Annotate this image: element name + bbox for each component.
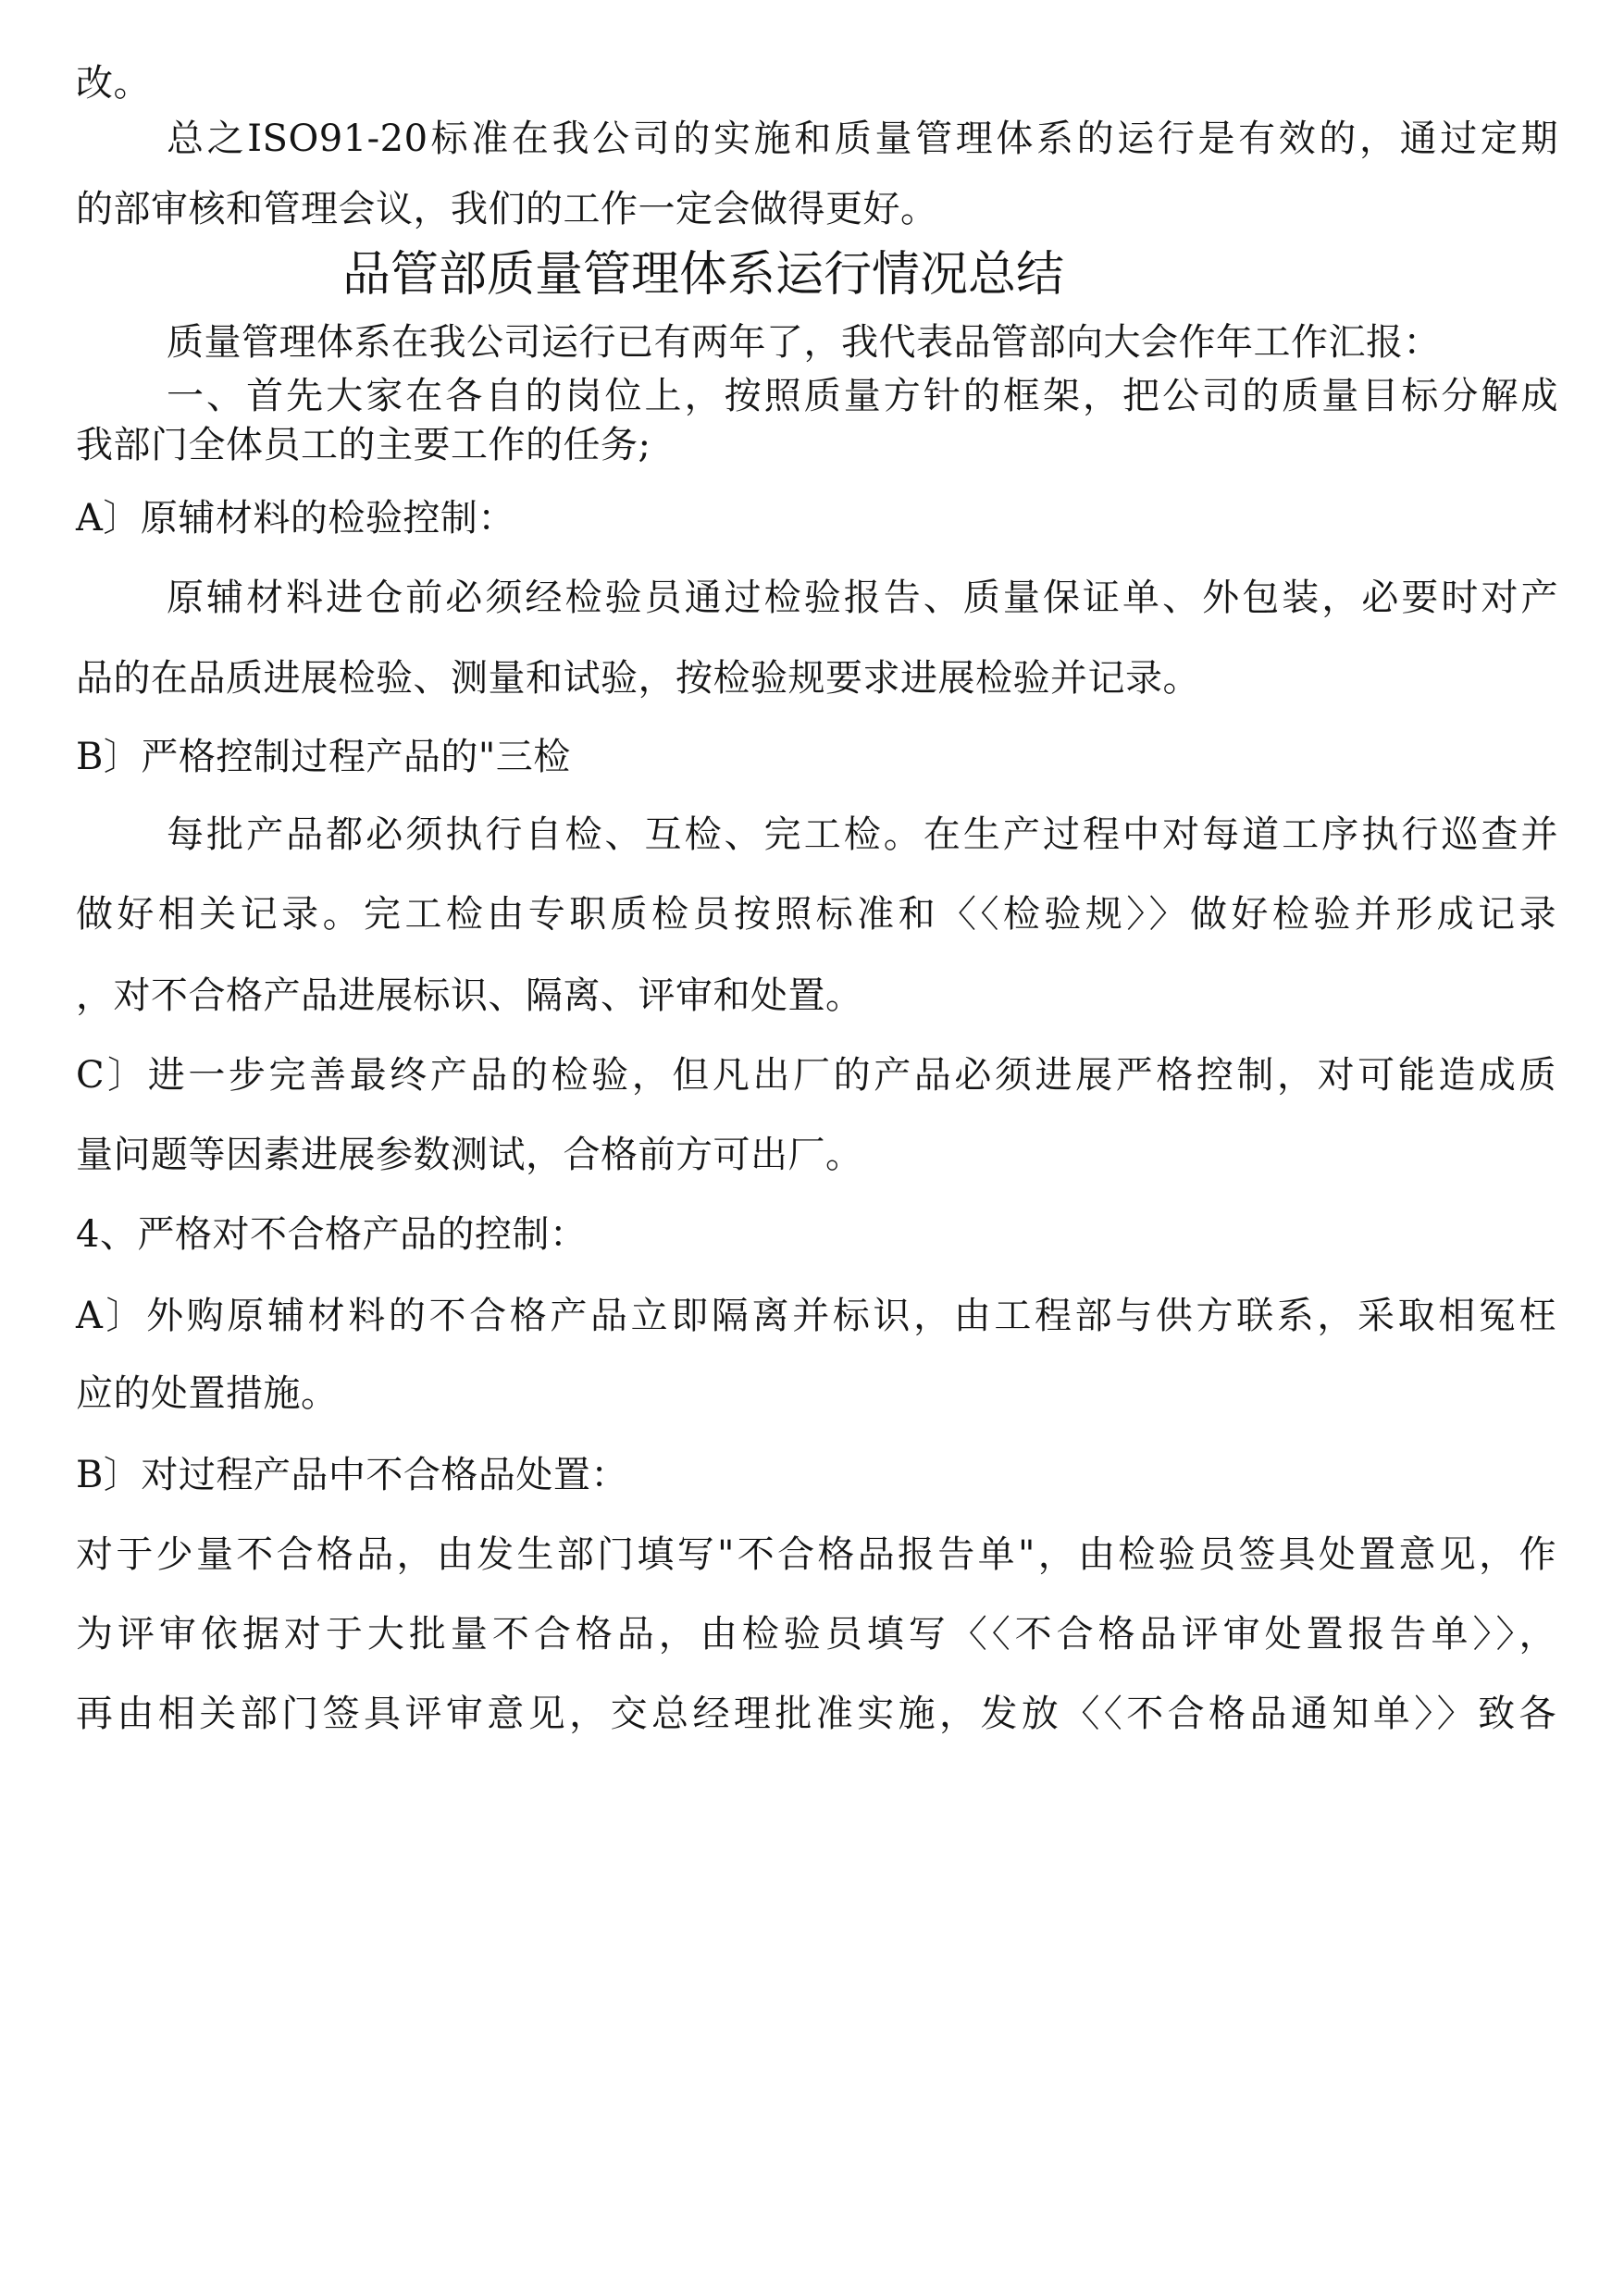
paragraph-line: 再由相关部门签具评审意见，交总经理批准实施，发放〈〈不合格品通知单〉〉致各 [76,1693,1556,1735]
document-title: 品管部质量管理体系运行情况总结 [342,247,1065,303]
paragraph-line: ，对不合格产品进展标识、隔离、评审和处置。 [76,974,863,1017]
paragraph-line: 质量管理体系在我公司运行已有两年了，我代表品管部向大会作年工作汇报： [167,321,1441,364]
section-heading: B〕对过程产品中不合格品处置： [76,1454,628,1496]
paragraph-line: 品的在品质进展检验、测量和试验，按检验规要求进展检验并记录。 [76,657,1200,700]
paragraph-line: 一、首先大家在各自的岗位上，按照质量方针的框架，把公司的质量目标分解成 [167,375,1558,417]
paragraph-line: 对于少量不合格品，由发生部门填写"不合格品报告单"，由检验员签具处置意见，作 [76,1533,1556,1576]
paragraph-line: 做好相关记录。完工检由专职质检员按照标准和〈〈检验规〉〉做好检验并形成记录 [76,893,1556,936]
paragraph-line: 的部审核和管理会议，我们的工作一定会做得更好。 [76,188,938,230]
paragraph-line: 原辅材料进仓前必须经检验员通过检验报告、质量保证单、外包装，必要时对产 [167,577,1558,619]
paragraph-line: 改。 [76,62,151,105]
paragraph-line: C〕进一步完善最终产品的检验，但凡出厂的产品必须进展严格控制，对可能造成质 [76,1054,1556,1097]
paragraph-line: A〕外购原辅材料的不合格产品立即隔离并标识，由工程部与供方联系，采取相冤枉 [76,1295,1556,1337]
paragraph-line: 每批产品都必须执行自检、互检、完工检。在生产过程中对每道工序执行巡查并 [167,813,1558,856]
paragraph-line: 我部门全体员工的主要工作的任务; [76,424,651,466]
section-heading: 4、严格对不合格产品的控制： [76,1213,588,1256]
section-heading: B〕严格控制过程产品的"三检 [76,736,571,778]
paragraph-line: 总之ISO91-20标准在我公司的实施和质量管理体系的运行是有效的，通过定期 [167,118,1558,160]
paragraph-line: 为评审依据对于大批量不合格品，由检验员填写〈〈不合格品评审处置报告单〉〉， [76,1613,1556,1656]
section-heading: A〕原辅材料的检验控制： [76,497,515,540]
paragraph-line: 应的处置措施。 [76,1372,339,1415]
paragraph-line: 量问题等因素进展参数测试，合格前方可出厂。 [76,1134,863,1176]
